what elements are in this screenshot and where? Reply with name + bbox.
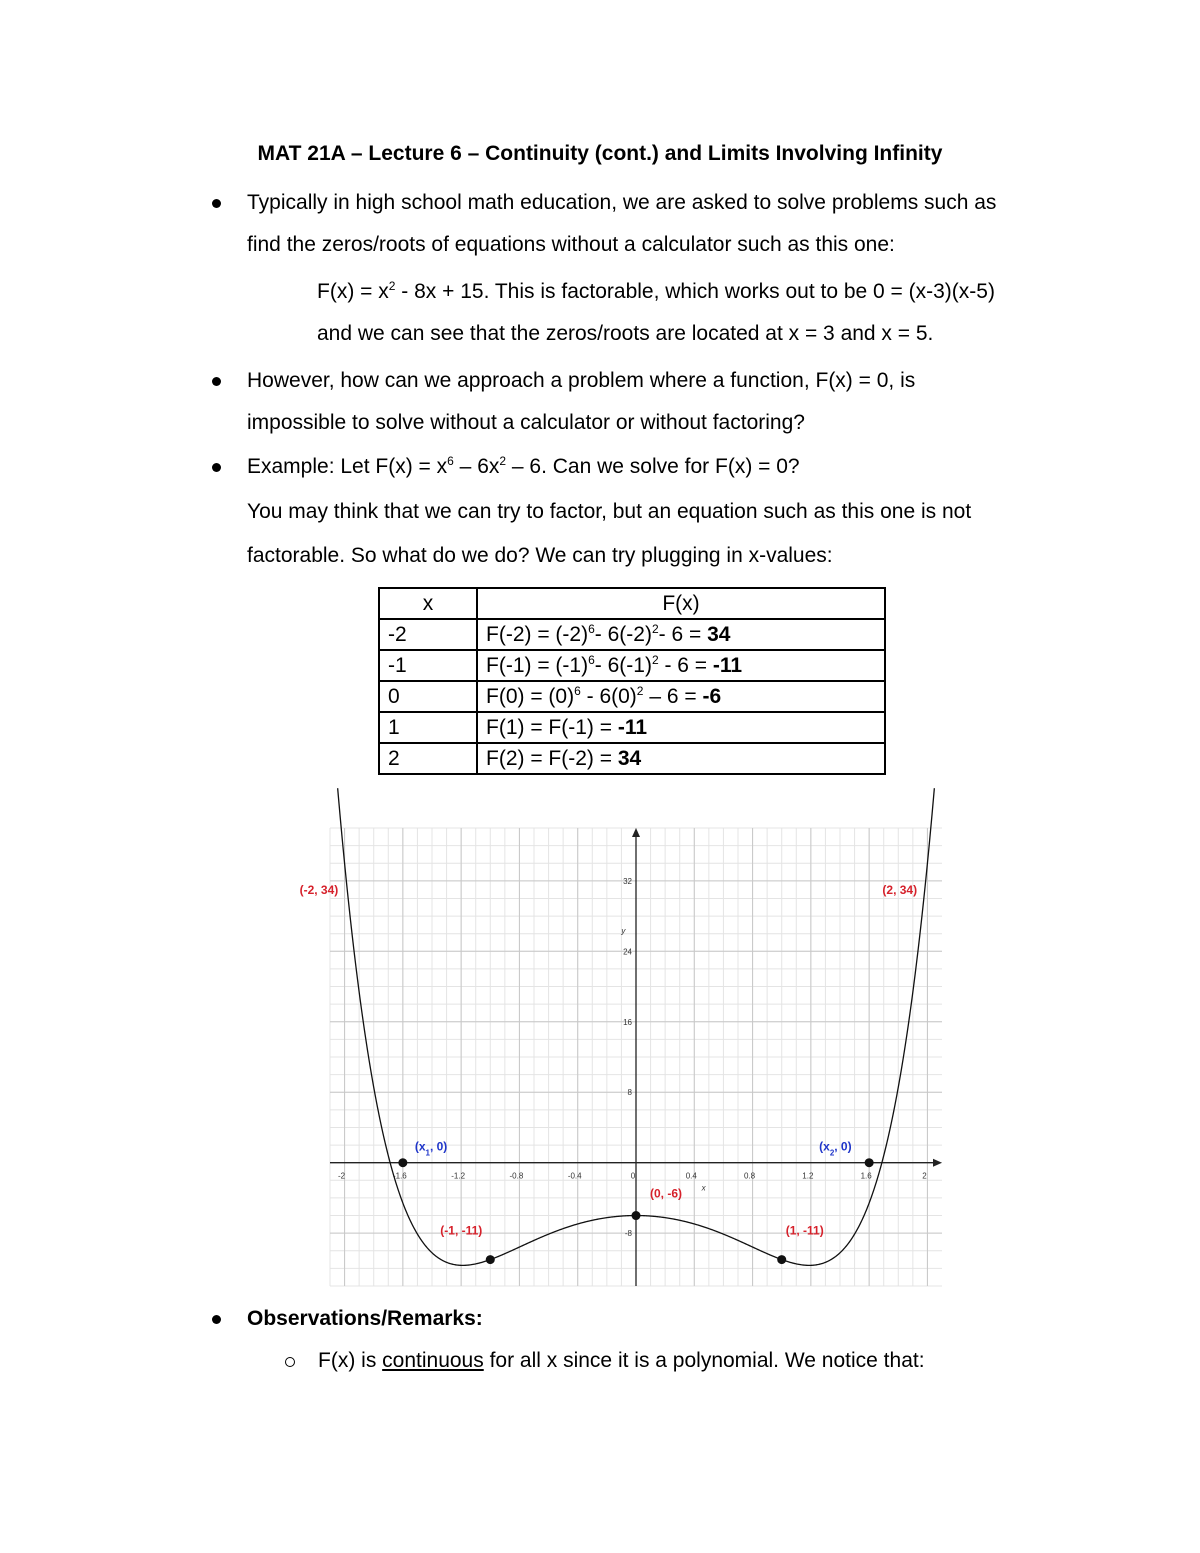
bullet-icon <box>212 1315 221 1324</box>
cell-expression-part: – 6 = <box>643 684 703 708</box>
point-marker <box>632 1211 641 1220</box>
table-row <box>379 650 885 681</box>
point-markers <box>300 883 918 1264</box>
point-marker <box>777 1255 786 1264</box>
table-row <box>379 712 885 743</box>
x-axis-arrow-icon <box>933 1159 942 1167</box>
cell-fx <box>477 712 885 743</box>
observations-heading: Observations/Remarks: <box>247 1307 483 1330</box>
hollow-bullet-icon <box>285 1357 295 1367</box>
point-label <box>415 1140 447 1158</box>
point-marker <box>865 1158 874 1167</box>
cell-fx <box>477 619 885 650</box>
x-tick-label: 1.2 <box>802 1171 814 1181</box>
table-row <box>379 619 885 650</box>
point-label-part: , 0) <box>429 1139 448 1154</box>
table-header-x: x <box>379 588 477 619</box>
cell-expression-part: - 6 = <box>658 622 708 646</box>
cell-result: 34 <box>617 746 642 770</box>
x-tick-label: 2 <box>922 1171 927 1181</box>
cell-expression-part: F(0) = (0) <box>486 684 575 708</box>
y-tick-label: 16 <box>623 1017 632 1027</box>
cell-expression-part: 2 <box>636 683 644 698</box>
cell-x: 2 <box>379 743 477 774</box>
observation-line: F(x) is continuous for all x since it is a polynomial. We notice that: <box>318 1349 925 1372</box>
cell-expression-part: F(1) = F(-1) = <box>486 715 618 739</box>
bullet-icon <box>212 377 221 386</box>
x-tick-label: 0 <box>630 1171 636 1181</box>
cell-expression-part: 2 <box>651 652 659 667</box>
point-label-part: (x <box>414 1139 426 1154</box>
cell-expression-part: F(2) = F(-2) = <box>486 746 618 770</box>
cell-fx <box>477 650 885 681</box>
table-row <box>379 681 885 712</box>
cell-result: -11 <box>617 715 648 739</box>
table-header-fx: F(x) <box>477 588 885 619</box>
x-tick-label: -0.4 <box>567 1171 582 1181</box>
cell-expression-part: - 6(-1) <box>594 653 652 677</box>
function-graph <box>299 828 942 1286</box>
cell-expression-part: 2 <box>651 621 659 636</box>
cell-fx <box>477 743 885 774</box>
x-tick-label: -0.8 <box>509 1171 524 1181</box>
paragraph-line: However, how can we approach a problem where a function, F(x) = 0, is <box>247 369 916 392</box>
cell-expression-part: - 6(-2) <box>594 622 652 646</box>
cell-expression-part: - 6(0) <box>580 684 637 708</box>
y-tick-label: -8 <box>624 1229 632 1239</box>
point-label: (-2, 34) <box>299 882 339 897</box>
example-equation: $F(x) = x^2 - 8x + 15$. This is factorable, which works out to be 0 = (x-3)(x-5) <box>317 279 995 303</box>
paragraph-line: Typically in high school math education, we are asked to solve problems such as <box>247 191 997 214</box>
cell-expression-part: 6 <box>588 621 595 636</box>
cell-expression-part: 6 <box>588 652 595 667</box>
cell-x: 0 <box>379 681 477 712</box>
point-label-part: , 0) <box>834 1139 852 1154</box>
values-table <box>378 587 886 775</box>
cell-expression-part: - 6 = <box>658 653 713 677</box>
cell-result: -11 <box>712 653 743 677</box>
point-label-part: (x <box>819 1139 830 1154</box>
example-statement: Example: Let $F(x) = x^6 - 6x^2 - 6$. Can we solve for F(x) = 0? <box>247 454 800 478</box>
cell-fx <box>477 681 885 712</box>
example-conclusion: and we can see that the zeros/roots are located at x = 3 and x = 5. <box>317 322 934 345</box>
cell-result: -6 <box>702 684 722 708</box>
paragraph-line: find the zeros/roots of equations without a calculator such as this one: <box>247 233 895 256</box>
point-label <box>819 1140 851 1158</box>
cell-x: -1 <box>379 650 477 681</box>
paragraph-line: factorable. So what do we do? We can try plugging in x-values: <box>247 544 833 567</box>
y-tick-label: 32 <box>623 876 632 886</box>
x-tick-label: 0.8 <box>744 1171 756 1181</box>
y-axis-label: y <box>621 926 626 936</box>
point-label: (2, 34) <box>882 882 918 897</box>
table-row <box>379 743 885 774</box>
x-tick-label: -1.6 <box>392 1171 407 1181</box>
x-tick-label: 1.6 <box>860 1171 872 1181</box>
bullet-icon <box>212 463 221 472</box>
y-axis-arrow-icon <box>632 828 640 837</box>
paragraph-line: You may think that we can try to factor, but an equation such as this one is not <box>247 500 972 523</box>
point-label-subscript: 1 <box>425 1148 430 1158</box>
cell-result: 34 <box>707 622 731 646</box>
point-label: (-1, -11) <box>440 1223 483 1238</box>
cell-x: 1 <box>379 712 477 743</box>
cell-expression-part: 6 <box>574 683 581 698</box>
cell-x: -2 <box>379 619 477 650</box>
cell-expression-part: F(-2) = (-2) <box>486 622 589 646</box>
point-label: (1, -11) <box>785 1223 824 1238</box>
x-tick-label: -2 <box>338 1171 346 1181</box>
paragraph-line: impossible to solve without a calculator or without factoring? <box>247 411 805 434</box>
y-tick-label: 24 <box>623 947 632 957</box>
x-tick-label: 0.4 <box>685 1171 697 1181</box>
cell-expression-part: F(-1) = (-1) <box>486 653 589 677</box>
x-tick-label: -1.2 <box>451 1171 466 1181</box>
x-axis-label: x <box>701 1183 706 1193</box>
page-title: MAT 21A – Lecture 6 – Continuity (cont.) and Limits Involving Infinity <box>257 142 943 165</box>
point-label: (0, -6) <box>650 1186 683 1201</box>
point-marker <box>486 1255 495 1264</box>
point-marker <box>398 1158 407 1167</box>
point-label-subscript: 2 <box>829 1148 835 1158</box>
bullet-icon <box>212 199 221 208</box>
y-tick-label: 8 <box>627 1088 632 1098</box>
